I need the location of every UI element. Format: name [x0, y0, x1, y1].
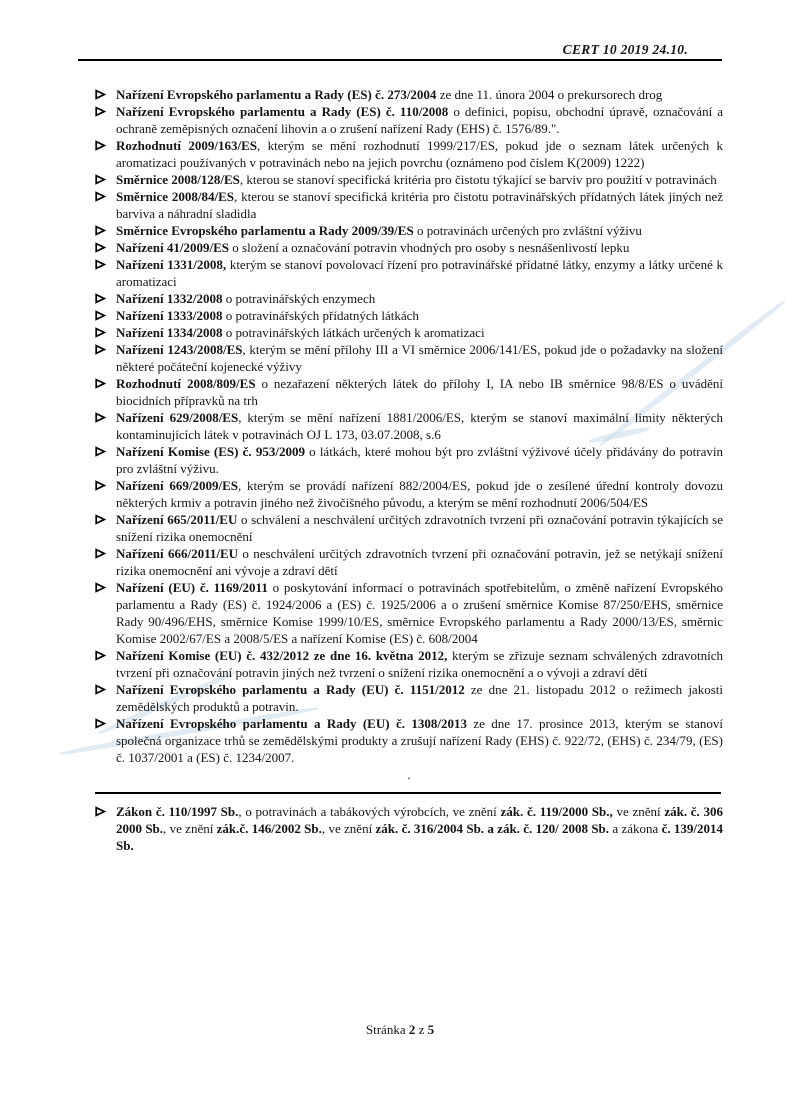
list-item-text — [116, 324, 723, 341]
bold-text: Směrnice 2008/84/ES — [116, 189, 235, 204]
arrowhead-right-icon — [95, 443, 116, 457]
bold-text: Nařízení Evropského parlamentu a Rady (EU) č. 1308/2013 — [116, 716, 467, 731]
bold-text: Nařízení 1333/2008 — [116, 308, 223, 323]
bold-text: Nařízení 666/2011/EU — [116, 546, 239, 561]
plain-text: , ve znění — [163, 821, 217, 836]
list-item — [95, 803, 723, 854]
bold-text: zák.č. 146/2002 Sb. — [216, 821, 322, 836]
list-item — [95, 103, 723, 137]
list-item — [95, 188, 723, 222]
stray-period: . — [407, 767, 411, 782]
list-item-text — [116, 341, 723, 375]
list-item-text — [116, 375, 723, 409]
list-item-text — [116, 239, 723, 256]
header-rule — [78, 59, 722, 61]
plain-text: , kterou se stanoví specifická kritéria pro čistotu týkající se barviv pro použití v potravinách — [239, 172, 717, 187]
plain-text: , o potravinách a tabákových výrobcích, ve znění — [238, 804, 501, 819]
plain-text: kterým se zřizuje seznam schválených zdravotních tvrzení při označování potravin jiných než tvrzení o snížení rizika onemocnění a o vývoji a zdraví dětí — [116, 648, 724, 680]
list-item-text — [116, 256, 723, 290]
plain-text: , kterým se provádí nařízení 882/2004/ES, pokud jde o zesílené úřední kontroly dovozu některých krmiv a potravin jiného než živočišného původu, a kterým se mění rozhodnutí 2006/504/ES — [116, 478, 723, 510]
arrowhead-right-icon — [95, 477, 116, 491]
arrowhead-right-icon — [95, 256, 116, 270]
arrowhead-right-icon — [95, 803, 116, 817]
arrowhead-right-icon — [95, 307, 116, 321]
separator-rule — [95, 792, 721, 794]
arrowhead-right-icon — [95, 341, 116, 355]
plain-text: , kterým se mění přílohy III a VI směrnice 2006/141/ES, pokud jde o požadavky na složení některé počáteční kojenecké výživy — [116, 342, 723, 374]
list-item-text — [116, 409, 723, 443]
plain-text: o složení a označování potravin vhodných pro osoby s nesnášenlivostí lepku — [229, 240, 630, 255]
bold-text: Nařízení 1334/2008 — [116, 325, 223, 340]
plain-text: a zákona — [609, 821, 662, 836]
plain-text: kterým se stanoví povolovací řízení pro potravinářské přídatné látky, enzymy a látky určené k aromatizaci — [116, 257, 723, 289]
arrowhead-right-icon — [95, 171, 116, 185]
list-item — [95, 681, 723, 715]
arrowhead-right-icon — [95, 715, 116, 729]
list-item — [95, 256, 723, 290]
bold-text: Rozhodnutí 2008/809/ES — [116, 376, 256, 391]
regulation-list — [95, 86, 723, 766]
bold-text: Nařízení Evropského parlamentu a Rady (ES) č. 273/2004 — [116, 87, 437, 102]
bold-text: Nařízení Komise (ES) č. 953/2009 — [116, 444, 305, 459]
plain-text: ve znění — [612, 804, 665, 819]
arrowhead-right-icon — [95, 239, 116, 253]
plain-text: o látkách, které mohou být pro zvláštní výživové účely přidávány do potravin pro zvláštní výživu. — [116, 444, 723, 476]
bold-text: zák. č. 316/2004 Sb. a zák. č. 120/ 2008 Sb. — [375, 821, 610, 836]
list-item — [95, 137, 723, 171]
bold-text: zák. č. 306 2000 Sb. — [116, 804, 723, 836]
list-item-text — [116, 103, 723, 137]
plain-text: o neschválení určitých zdravotních tvrzení při označování potravin, jež se netýkají snížení rizika onemocnění ani vývoje a zdraví dětí — [116, 546, 723, 578]
bold-text: Směrnice 2008/128/ES — [116, 172, 240, 187]
list-item — [95, 443, 723, 477]
bold-text: Zákon č. 110/1997 Sb. — [116, 804, 239, 819]
list-item-text — [116, 171, 723, 188]
list-item-text — [116, 545, 723, 579]
page-footer — [0, 1022, 800, 1038]
list-item-text — [116, 477, 723, 511]
bold-text: Nařízení 1331/2008, — [116, 257, 227, 272]
bold-text: Nařízení 669/2009/ES — [116, 478, 239, 493]
arrowhead-right-icon — [95, 86, 116, 100]
list-item-text — [116, 579, 723, 647]
arrowhead-right-icon — [95, 545, 116, 559]
bold-text: Nařízení 41/2009/ES — [116, 240, 230, 255]
list-item-text — [116, 443, 723, 477]
plain-text: , kterým se mění nařízení 1881/2006/ES, kterým se stanoví maximální limity některých kontaminujících látek v potravinách OJ L 173, 03.07.2008, s.6 — [116, 410, 723, 442]
list-item — [95, 375, 723, 409]
arrowhead-right-icon — [95, 409, 116, 423]
list-item-text — [116, 647, 723, 681]
list-item — [95, 324, 723, 341]
plain-text: o potravinářských enzymech — [222, 291, 376, 306]
bold-text: Nařízení Evropského parlamentu a Rady (EU) č. 1151/2012 — [116, 682, 465, 697]
bold-text: zák. č. 119/2000 Sb., — [500, 804, 613, 819]
bold-text: č. 139/2014 Sb. — [116, 821, 724, 853]
list-item-text — [116, 137, 723, 171]
bold-text: Nařízení (EU) č. 1169/2011 — [116, 580, 268, 595]
bold-text: 5 — [427, 1022, 435, 1037]
bold-text: Nařízení 629/2008/ES — [116, 410, 239, 425]
plain-text: o potravinářských přídatných látkách — [222, 308, 419, 323]
plain-text: , ve znění — [321, 821, 376, 836]
list-item — [95, 239, 723, 256]
content-column — [95, 86, 723, 854]
plain-text: ze dne 21. listopadu 2012 o režimech jakosti zemědělských produktů a potravin. — [116, 682, 723, 714]
list-item — [95, 545, 723, 579]
list-item — [95, 715, 723, 766]
plain-text: o nezařazení některých látek do přílohy I, IA nebo IB směrnice 98/8/ES o uvádění biocidních přípravků na trh — [116, 376, 723, 408]
list-item — [95, 290, 723, 307]
bold-text: Nařízení Komise (EU) č. 432/2012 ze dne 16. května 2012, — [116, 648, 448, 663]
arrowhead-right-icon — [95, 188, 116, 202]
arrowhead-right-icon — [95, 681, 116, 695]
bold-text: Rozhodnutí 2009/163/ES — [116, 138, 258, 153]
list-item-text — [116, 86, 723, 103]
arrowhead-right-icon — [95, 511, 116, 525]
plain-text: ze dne 17. prosince 2013, kterým se stanoví společná organizace trhů se zemědělskými produkty a zrušují nařízení Rady (EHS) č. 922/72, (EHS) č. 234/79, (ES) č. 1037/2001 a (ES) č. 1234/2007. — [116, 716, 723, 765]
plain-text: z — [415, 1022, 428, 1037]
bold-text: Nařízení 665/2011/EU — [116, 512, 238, 527]
bold-text: Nařízení 1243/2008/ES — [116, 342, 243, 357]
plain-text: , kterým se mění rozhodnutí 1999/217/ES, pokud jde o seznam látek určených k aromatizaci používaných v potravinách nebo na jejich povrchu (oznámeno pod číslem K(2009) 1222) — [116, 138, 723, 170]
arrowhead-right-icon — [95, 579, 116, 593]
list-item — [95, 647, 723, 681]
header-title: CERT 10 2019 24.10. — [562, 42, 688, 57]
bold-text: Nařízení Evropského parlamentu a Rady (ES) č. 110/2008 — [116, 104, 449, 119]
list-item-text — [116, 681, 723, 715]
arrowhead-right-icon — [95, 222, 116, 236]
plain-text: ze dne 11. února 2004 o prekursorech drog — [436, 87, 663, 102]
list-item-text — [116, 188, 723, 222]
plain-text: o potravinářských látkách určených k aromatizaci — [222, 325, 485, 340]
bold-text: Směrnice Evropského parlamentu a Rady 2009/39/ES — [116, 223, 414, 238]
arrowhead-right-icon — [95, 375, 116, 389]
bold-text: 2 — [408, 1022, 416, 1037]
list-item-text — [116, 511, 723, 545]
plain-text: o potravinách určených pro zvláštní výživu — [413, 223, 642, 238]
list-item — [95, 171, 723, 188]
list-item-text — [116, 307, 723, 324]
arrowhead-right-icon — [95, 103, 116, 117]
list-item — [95, 307, 723, 324]
list-item — [95, 409, 723, 443]
arrowhead-right-icon — [95, 324, 116, 338]
arrowhead-right-icon — [95, 290, 116, 304]
list-item-text — [116, 290, 723, 307]
arrowhead-right-icon — [95, 647, 116, 661]
list-item — [95, 477, 723, 511]
list-item-text — [116, 803, 723, 854]
list-item — [95, 86, 723, 103]
arrowhead-right-icon — [95, 137, 116, 151]
list-item — [95, 579, 723, 647]
plain-text: o schválení a neschválení určitých zdravotních tvrzení při označování potravin týkajících se snížení rizika onemocnění — [116, 512, 723, 544]
plain-text: o poskytování informací o potravinách spotřebitelům, o změně nařízení Evropského parlamentu a Rady (ES) č. 1924/2006 a (ES) č. 1925/2006 a o zrušení směrnice Komise 87/250/EHS, směrnice Rady 90/496/EHS, směrnice Komise 1999/10/ES, směrnice Evropského parlamentu a Rady 2000/13/ES, směrnic Komise 2002/67/ES a 2008/5/ES a nařízení Komise (ES) č. 608/2004 — [116, 580, 723, 646]
list-item-text — [116, 222, 723, 239]
list-item — [95, 511, 723, 545]
list-item-text — [116, 715, 723, 766]
bold-text: Nařízení 1332/2008 — [116, 291, 223, 306]
law-list — [95, 803, 723, 854]
plain-text: , kterou se stanoví specifická kritéria pro čistotu potravinářských přídatných látek jiných než barviva a náhradní sladidla — [116, 189, 724, 221]
plain-text: o definici, popisu, obchodní úpravě, označování a ochraně zeměpisných označení lihovin a o zrušení nařízení Rady (EHS) č. 1576/89.". — [116, 104, 723, 136]
plain-text: Stránka — [365, 1022, 409, 1037]
list-item — [95, 341, 723, 375]
list-item — [95, 222, 723, 239]
